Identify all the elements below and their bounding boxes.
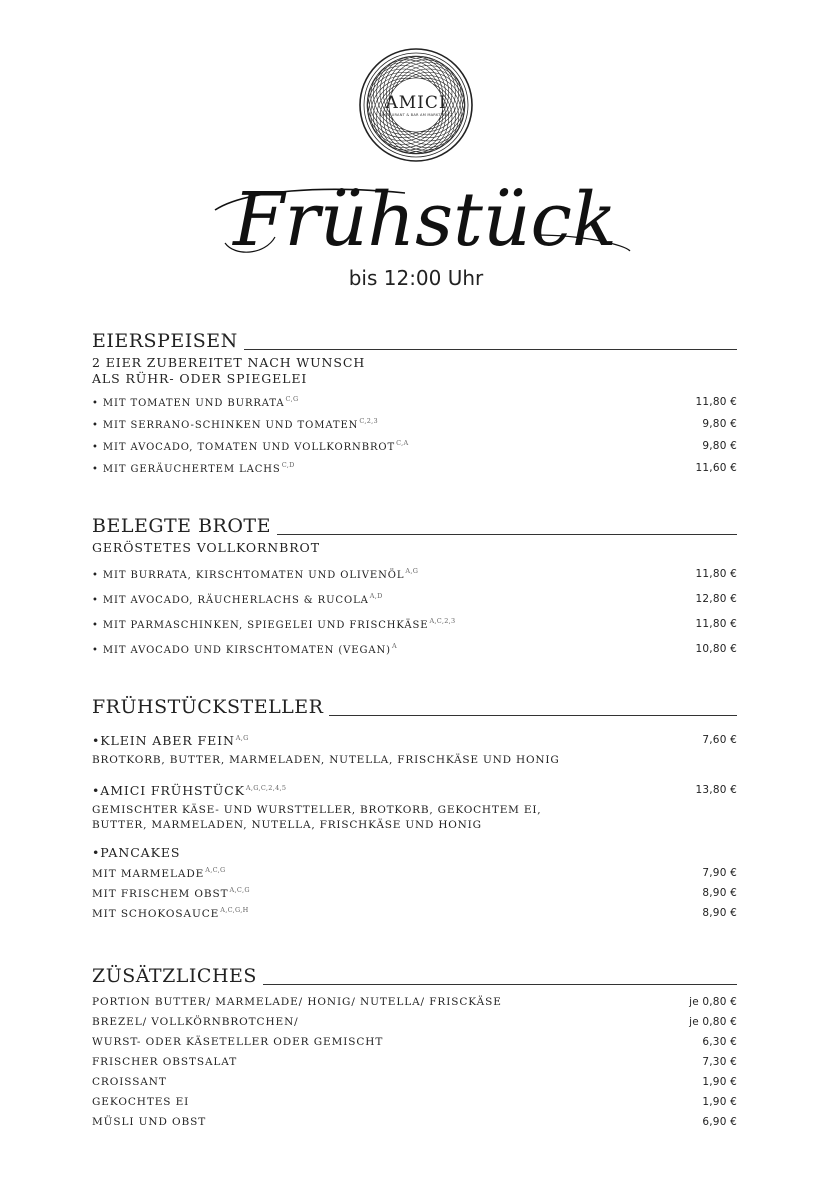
- logo-tagline: RESTAURANT & BAR AM MARKTPLATZ: [379, 113, 453, 117]
- item-price: 1,90 €: [702, 1076, 737, 1088]
- item-name: •PANCAKES: [92, 845, 181, 860]
- item-allergens: C,2,3: [359, 417, 378, 425]
- menu-item: [92, 391, 737, 413]
- item-allergens: A,C,G: [205, 866, 226, 874]
- item-description: GEMISCHTER KÄSE- UND WURSTTELLER, BROTKORB, GEKOCHTEM EI,: [92, 804, 542, 816]
- item-allergens: A,D: [369, 591, 383, 600]
- item-price: 11,80 €: [695, 396, 737, 408]
- menu-item: [92, 1052, 737, 1072]
- item-name: • MIT AVOCADO, RÄUCHERLACHS & RUCOLA: [92, 594, 369, 606]
- menu-item: [92, 611, 737, 636]
- item-name: WURST- ODER KÄSETELLER ODER GEMISCHT: [92, 1036, 384, 1048]
- item-allergens: A,G,C,2,4,5: [245, 783, 287, 792]
- menu-item: [92, 780, 737, 800]
- section-belegte-brote: [92, 515, 737, 661]
- item-price: 11,60 €: [695, 462, 737, 474]
- section-title: BELEGTE BROTE: [92, 515, 277, 537]
- item-price: 11,80 €: [695, 567, 737, 580]
- item-allergens: A,C,2,3: [429, 616, 456, 625]
- item-allergens: C,G: [285, 395, 299, 403]
- item-price: 6,90 €: [702, 1116, 737, 1128]
- menu-item: [92, 1072, 737, 1092]
- item-name: GEKOCHTES EI: [92, 1096, 190, 1108]
- item-allergens: A,C,G: [229, 886, 250, 894]
- item-price: 13,80 €: [695, 784, 737, 796]
- item-price: je 0,80 €: [689, 996, 737, 1008]
- item-allergens: A,C,G,H: [220, 906, 249, 914]
- item-price: 8,90 €: [702, 887, 737, 899]
- section-subtitle: ALS RÜHR- ODER SPIEGELEI: [92, 371, 308, 386]
- item-allergens: C,D: [281, 461, 295, 469]
- item-name: • MIT AVOCADO, TOMATEN UND VOLLKORNBROT: [92, 442, 396, 453]
- item-price: 1,90 €: [702, 1096, 737, 1108]
- item-name: MIT SCHOKOSAUCE: [92, 908, 220, 920]
- item-price: 7,60 €: [702, 734, 737, 746]
- menu-item: [92, 413, 737, 435]
- item-name: PORTION BUTTER/ MARMELADE/ HONIG/ NUTELLA/ FRISCKÄSE: [92, 996, 502, 1008]
- logo-name: AMICI: [385, 93, 447, 113]
- section-subtitle: GERÖSTETES VOLLKORNBROT: [92, 540, 320, 555]
- menu-item: [92, 1032, 737, 1052]
- menu-item: [92, 457, 737, 479]
- menu-item: [92, 1012, 737, 1032]
- item-price: 11,80 €: [695, 617, 737, 630]
- item-price: 7,90 €: [702, 867, 737, 879]
- menu-item: [92, 863, 737, 883]
- menu-item: [92, 883, 737, 903]
- page-subtitle: bis 12:00 Uhr: [348, 266, 484, 290]
- menu-item: [92, 636, 737, 661]
- menu-item: [92, 730, 737, 750]
- amici-circular-logo-icon: [358, 47, 474, 163]
- section-header: [92, 696, 737, 720]
- menu-item: [92, 903, 737, 923]
- item-price: 12,80 €: [695, 592, 737, 605]
- section-header: [92, 965, 737, 989]
- section-header: [92, 330, 737, 354]
- item-price: je 0,80 €: [689, 1016, 737, 1028]
- item-price: 7,30 €: [702, 1056, 737, 1068]
- item-name: • MIT TOMATEN UND BURRATA: [92, 398, 285, 409]
- item-name: MÜSLI UND OBST: [92, 1116, 207, 1128]
- item-name: MIT MARMELADE: [92, 868, 205, 880]
- item-name: • MIT PARMASCHINKEN, SPIEGELEI UND FRISCHKÄSE: [92, 619, 429, 631]
- section-fruehstuecksteller: [92, 696, 737, 923]
- item-allergens: A,G: [235, 733, 249, 742]
- item-name: • MIT SERRANO-SCHINKEN UND TOMATEN: [92, 420, 359, 431]
- item-description: BROTKORB, BUTTER, MARMELADEN, NUTELLA, FRISCHKÄSE UND HONIG: [92, 754, 560, 766]
- menu-item: [92, 561, 737, 586]
- menu-item: [92, 586, 737, 611]
- section-title: ZÜSÄTZLICHES: [92, 965, 263, 987]
- item-price: 9,80 €: [702, 418, 737, 430]
- item-name: BREZEL/ VOLLKÖRNBROTCHEN/: [92, 1016, 299, 1028]
- menu-item: [92, 992, 737, 1012]
- item-allergens: C,A: [396, 439, 409, 447]
- item-name: FRISCHER OBSTSALAT: [92, 1056, 238, 1068]
- item-price: 6,30 €: [702, 1036, 737, 1048]
- item-name: MIT FRISCHEM OBST: [92, 888, 229, 900]
- item-name: •AMICI FRÜHSTÜCK: [92, 782, 245, 798]
- section-zusaetzliches: [92, 965, 737, 1132]
- item-name: • MIT AVOCADO UND KIRSCHTOMATEN (VEGAN): [92, 644, 391, 656]
- menu-item: [92, 435, 737, 457]
- item-price: 8,90 €: [702, 907, 737, 919]
- item-allergens: A: [391, 641, 397, 650]
- menu-item: [92, 1112, 737, 1132]
- item-name: CROISSANT: [92, 1076, 167, 1088]
- menu-item: [92, 1092, 737, 1112]
- section-title: EIERSPEISEN: [92, 330, 244, 352]
- item-name: •KLEIN ABER FEIN: [92, 732, 235, 748]
- section-title: FRÜHSTÜCKSTELLER: [92, 696, 329, 718]
- item-allergens: A,G: [405, 566, 419, 575]
- section-header: [92, 515, 737, 539]
- item-name: • MIT GERÄUCHERTEM LACHS: [92, 464, 281, 475]
- section-subtitle: 2 EIER ZUBEREITET NACH WUNSCH: [92, 355, 366, 370]
- item-name: • MIT BURRATA, KIRSCHTOMATEN UND OLIVENÖL: [92, 569, 405, 581]
- item-description: BUTTER, MARMELADEN, NUTELLA, FRISCHKÄSE UND HONIG: [92, 819, 482, 831]
- section-eierspeisen: [92, 330, 737, 479]
- item-price: 10,80 €: [695, 642, 737, 655]
- item-price: 9,80 €: [702, 440, 737, 452]
- page-title: Frühstück: [233, 177, 617, 263]
